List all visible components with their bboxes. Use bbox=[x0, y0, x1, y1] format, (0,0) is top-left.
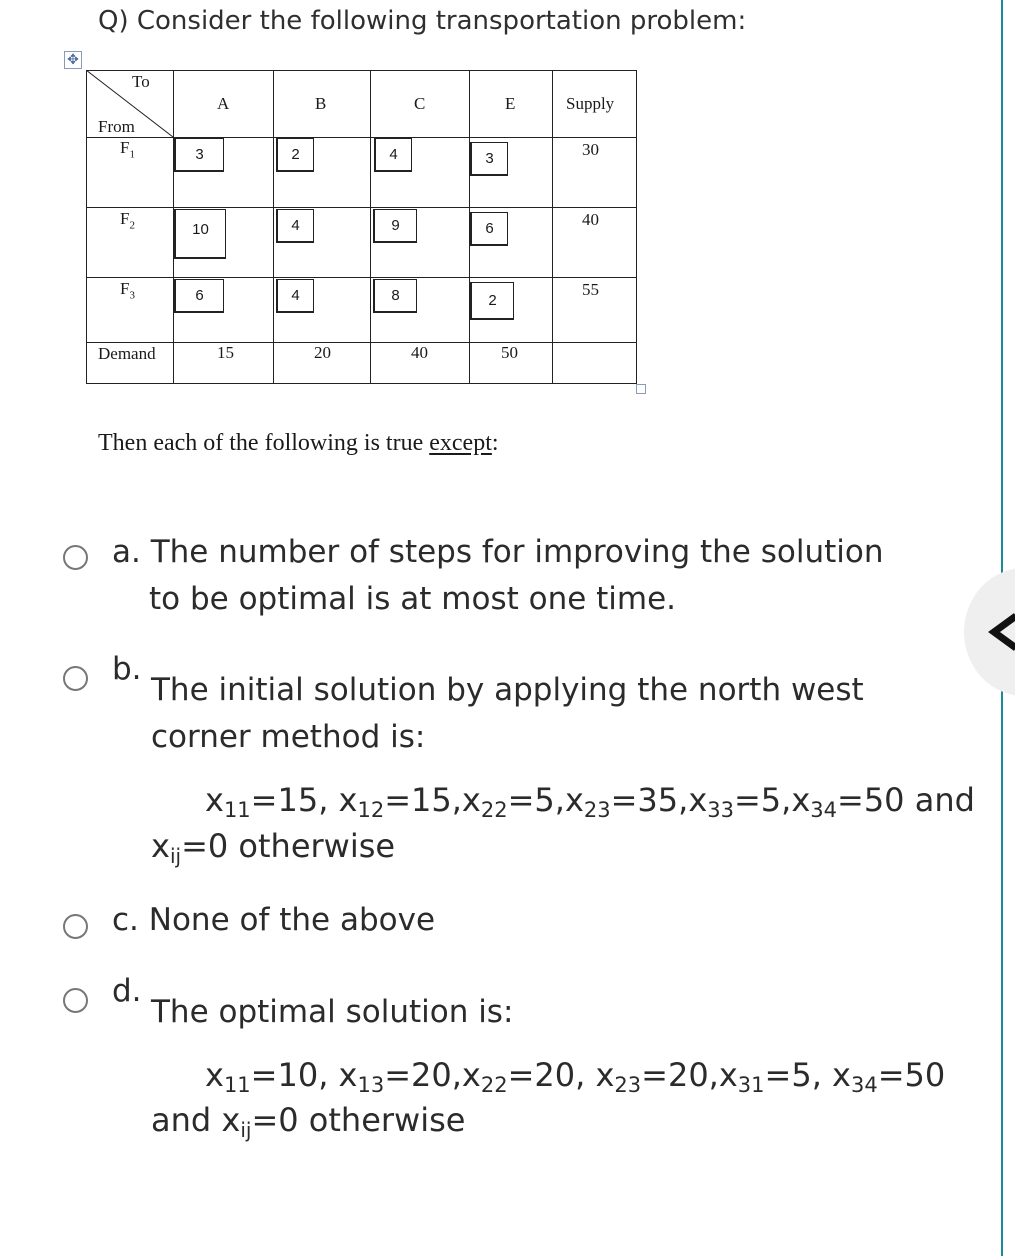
option-b-letter[interactable]: b. bbox=[112, 651, 142, 687]
cost-cell: 4 bbox=[276, 209, 314, 243]
table-resize-handle[interactable] bbox=[636, 384, 646, 394]
option-b-label: The initial solution by applying the north west bbox=[151, 672, 864, 708]
question-prompt: Then each of the following is true except: bbox=[98, 430, 499, 456]
cost-cell: 2 bbox=[276, 138, 314, 172]
column-header-c: C bbox=[414, 94, 426, 113]
option-d-radio[interactable] bbox=[63, 988, 88, 1013]
row-label-f3: $F_3$ bbox=[120, 279, 135, 302]
move-handle-icon[interactable]: ✥ bbox=[64, 51, 82, 69]
cost-cell: 8 bbox=[373, 279, 417, 313]
option-a-radio[interactable] bbox=[63, 545, 88, 570]
row-label-f2: $F_2$ bbox=[120, 209, 135, 232]
column-header-e: E bbox=[505, 94, 516, 113]
demand-value: 20 bbox=[314, 343, 331, 362]
option-b-formula-line2: $x_{ij}=0$ otherwise bbox=[151, 827, 396, 868]
cost-cell: 4 bbox=[276, 279, 314, 313]
demand-value: 40 bbox=[411, 343, 428, 362]
option-d-label: The optimal solution is: bbox=[151, 994, 514, 1030]
cost-cell: 4 bbox=[374, 138, 412, 172]
question-title: Q) Consider the following transportation problem: bbox=[98, 6, 747, 36]
option-b-label-line2: corner method is: bbox=[151, 719, 426, 755]
demand-value: 15 bbox=[217, 343, 234, 362]
corner-from-label: From bbox=[98, 117, 135, 136]
demand-value: 50 bbox=[501, 343, 518, 362]
demand-label: Demand bbox=[98, 344, 156, 363]
column-header-a: A bbox=[217, 94, 230, 113]
option-d-formula-line2: and $x_{ij}=0$ otherwise bbox=[151, 1101, 466, 1142]
option-d-formula: $x_{11}=10$, $x_{13}=20,x_{22}=20$, $x_{23}=20,x_{31}=5$, $x_{34}=50$ bbox=[205, 1056, 946, 1097]
cost-cell: 9 bbox=[373, 209, 417, 243]
column-header-b: B bbox=[315, 94, 327, 113]
cost-cell: 3 bbox=[470, 142, 508, 176]
chevron-left-icon bbox=[988, 612, 1015, 652]
transportation-table bbox=[86, 70, 637, 384]
row-label-f1: $F_1$ bbox=[120, 138, 135, 161]
option-a-label[interactable]: a. The number of steps for improving the solution bbox=[112, 534, 884, 570]
option-b-formula: $x_{11}=15$, $x_{12}=15,x_{22}=5,x_{23}=35,x_{33}=5,x_{34}=50$ and bbox=[205, 781, 975, 822]
supply-value: 55 bbox=[582, 280, 599, 299]
option-b-radio[interactable] bbox=[63, 666, 88, 691]
supply-value: 30 bbox=[582, 140, 599, 159]
option-c-radio[interactable] bbox=[63, 914, 88, 939]
option-a-label-line2: to be optimal is at most one time. bbox=[149, 581, 677, 617]
cost-cell: 6 bbox=[470, 212, 508, 246]
cost-cell: 2 bbox=[470, 282, 514, 320]
cost-cell: 6 bbox=[174, 279, 224, 313]
column-header-supply: Supply bbox=[566, 94, 615, 113]
corner-to-label: To bbox=[132, 72, 150, 91]
cost-cell: 10 bbox=[174, 209, 226, 259]
previous-question-button[interactable] bbox=[964, 568, 1015, 696]
supply-value: 40 bbox=[582, 210, 599, 229]
option-c-label[interactable]: c. None of the above bbox=[112, 902, 436, 938]
option-d-letter[interactable]: d. bbox=[112, 973, 142, 1009]
cost-cell: 3 bbox=[174, 138, 224, 172]
